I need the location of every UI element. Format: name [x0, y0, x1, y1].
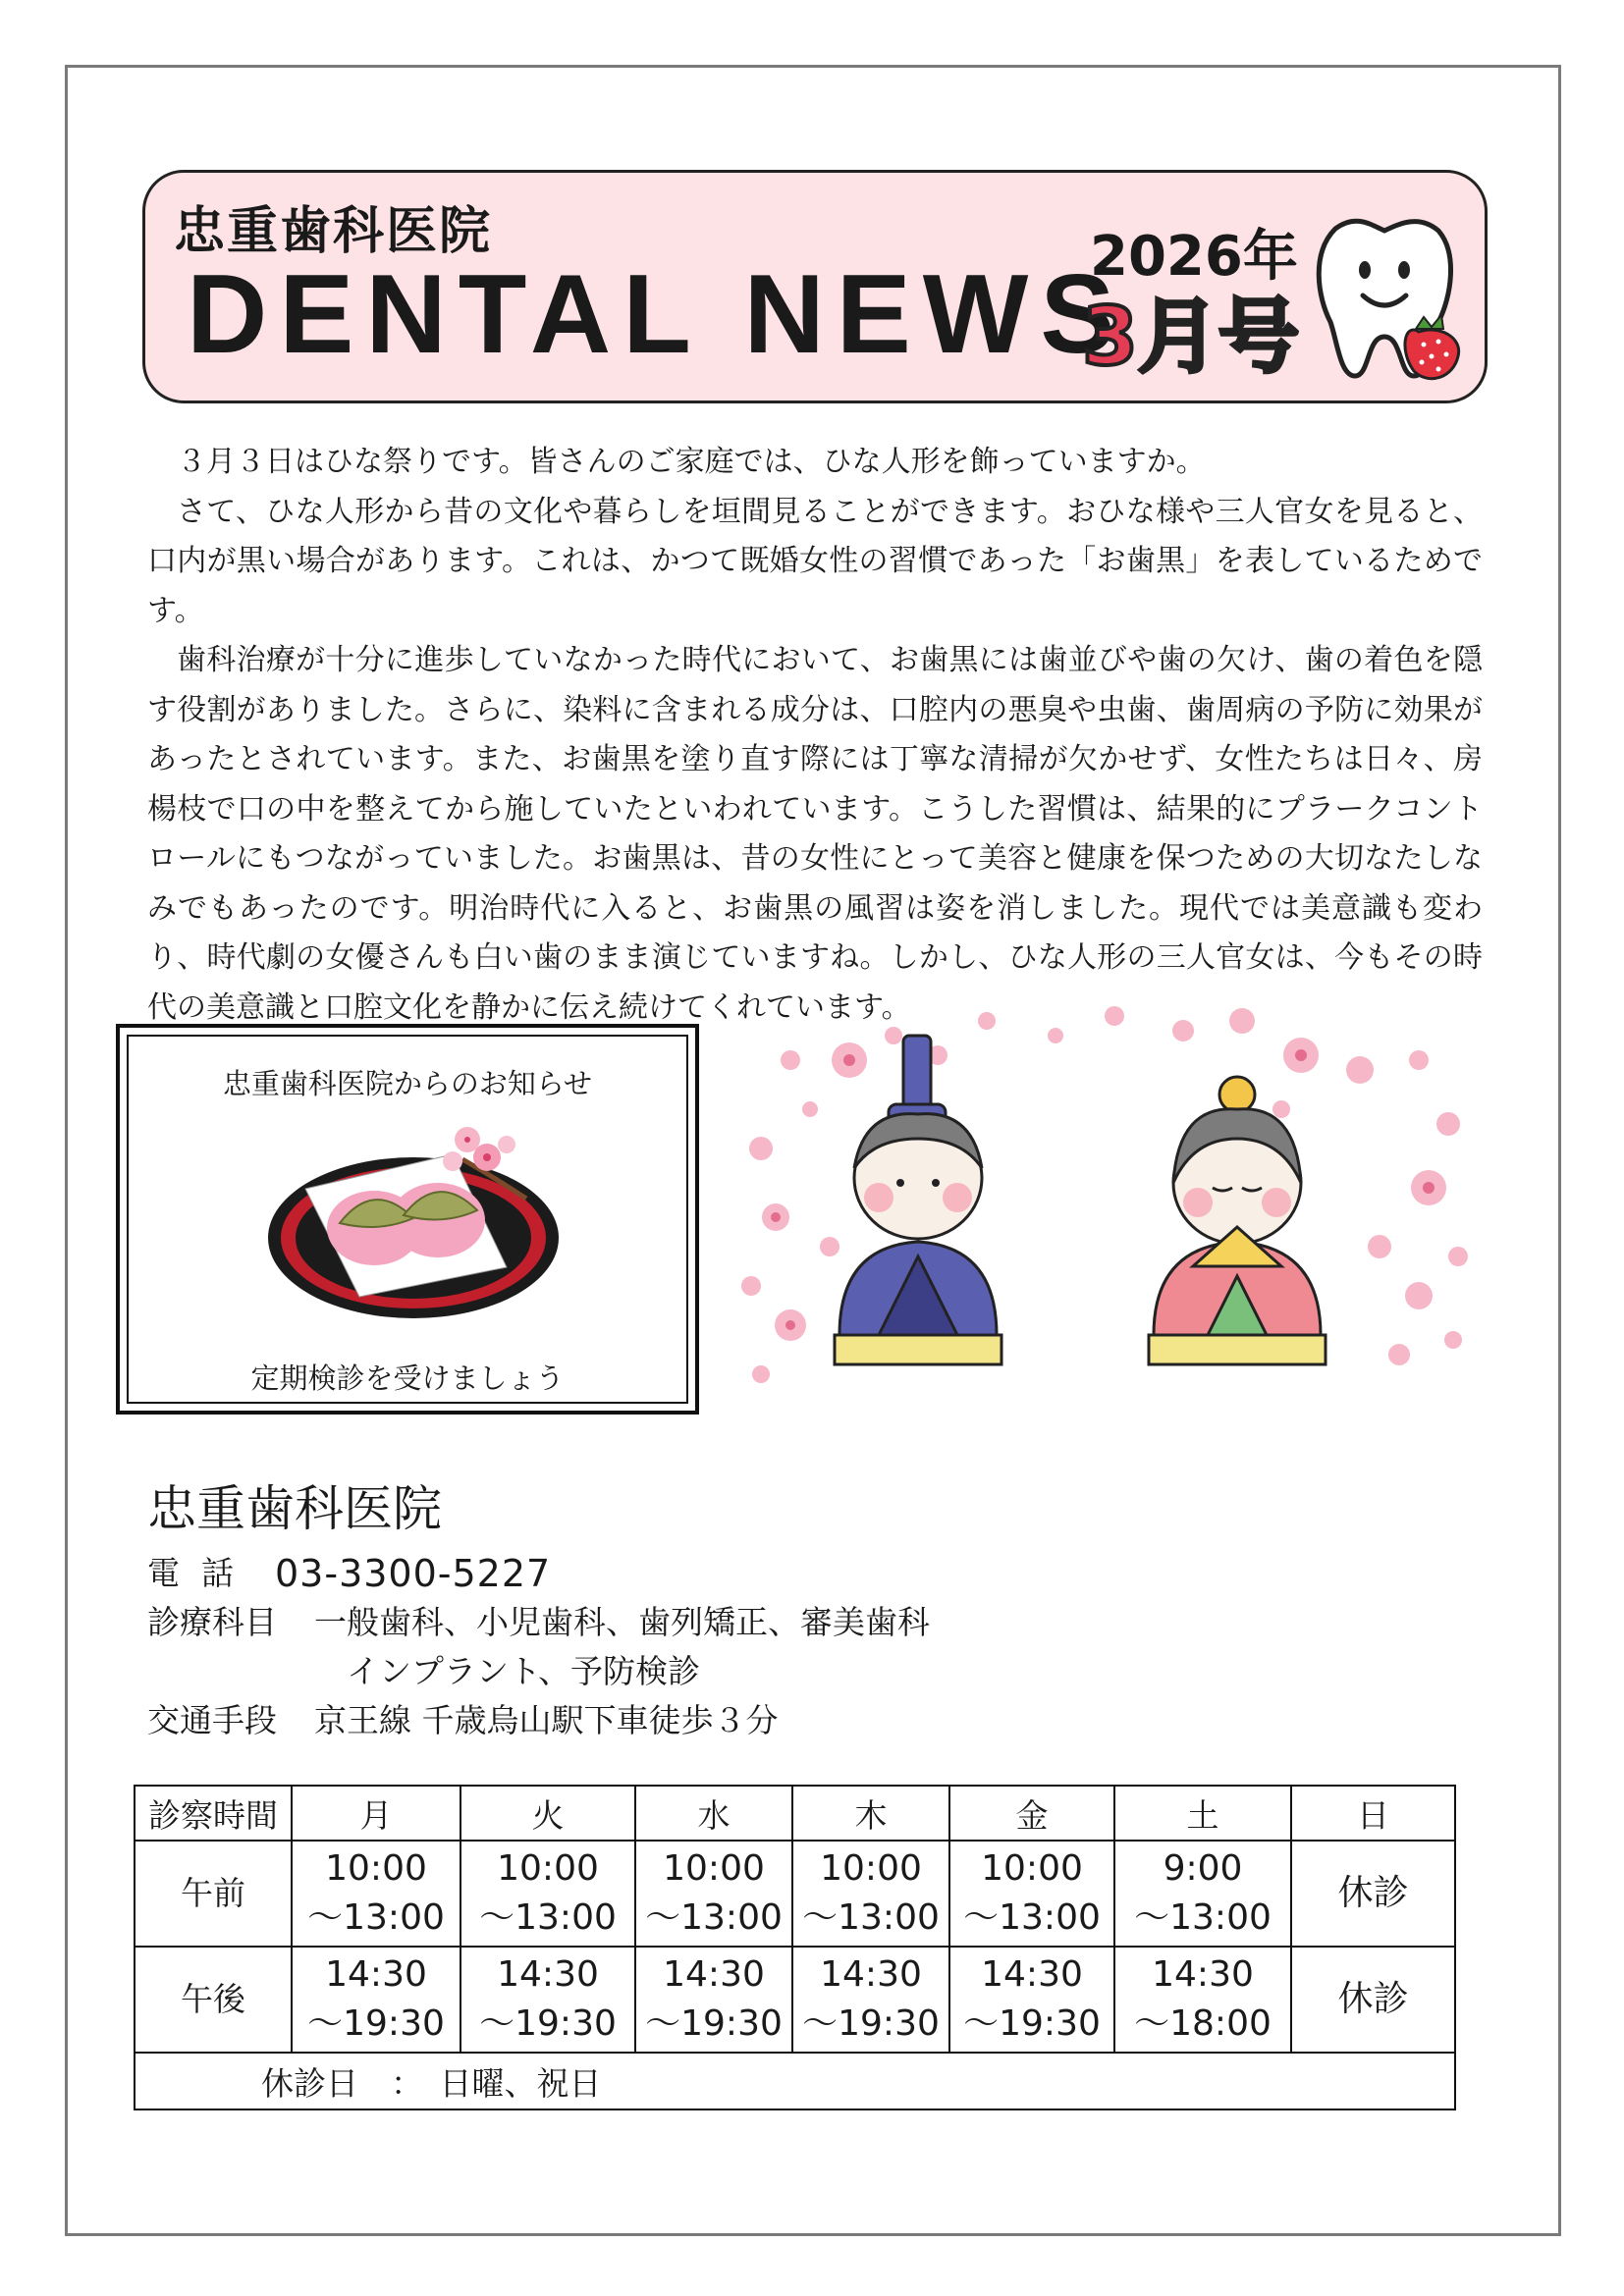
tooth-mascot-icon	[1306, 209, 1463, 391]
notice-inner-border	[127, 1035, 688, 1404]
departments-row-2	[147, 1647, 930, 1696]
holidays-note: 休診日 ： 日曜、祝日	[135, 2053, 1455, 2109]
hours-cell: 14:30 ～19:30	[792, 1947, 949, 2053]
hours-cell: 14:30 ～19:30	[635, 1947, 792, 2053]
hours-cell: 9:00 ～13:00	[1114, 1841, 1291, 1947]
article-paragraph: さて、ひな人形から昔の文化や暮らしを垣間見ることができます。おひな様や三人官女を見ると、口内が黒い場合があります。これは、かつて既婚女性の習慣であった「お歯黒」を表しているためです。	[147, 494, 1483, 628]
day-header: 金	[949, 1786, 1114, 1841]
newsletter-title: DENTAL NEWS	[187, 252, 1127, 377]
hours-header-label: 診察時間	[135, 1786, 292, 1841]
hours-cell: 14:30 ～18:00	[1114, 1947, 1291, 2053]
phone-label: 電話	[147, 1554, 255, 1592]
hours-cell: 10:00 ～13:00	[635, 1841, 792, 1947]
departments-row	[147, 1598, 930, 1647]
morning-label: 午前	[135, 1841, 292, 1947]
table-header-row	[135, 1786, 1455, 1841]
access-row	[147, 1696, 930, 1745]
clinic-info	[147, 1549, 930, 1745]
access-label: 交通手段	[147, 1701, 277, 1739]
issue-year: 2026年	[1090, 225, 1298, 289]
article-paragraph: 歯科治療が十分に進歩していなかった時代において、お歯黒には歯並びや歯の欠け、歯の着色を隠す役割がありました。さらに、染料に含まれる成分は、口腔内の悪臭や虫歯、歯周病の予防に効果があったとされています。また、お歯黒を塗り直す際には丁寧な清掃が欠かせず、女性たちは日々、房楊枝で口の中を整えてから施していたといわれています。こうした習慣は、結果的にプラークコントロールにもつながっていました。お歯黒は、昔の女性にとって美容と健康を保つための大切なたしなみでもあったのです。明治時代に入ると、お歯黒の風習は姿を消しました。現代では美意識も変わり、時代劇の女優さんも白い歯のまま演じていますね。しかし、ひな人形の三人官女は、今もその時代の美意識と口腔文化を静かに伝え続けてくれています。	[147, 643, 1483, 1025]
notice-box	[116, 1024, 699, 1415]
phone-row	[147, 1549, 930, 1598]
header-clinic-name: 忠重歯科医院	[174, 202, 493, 261]
day-header: 月	[292, 1786, 460, 1841]
departments-line2: インプラント、予防検診	[347, 1652, 701, 1690]
day-header: 火	[460, 1786, 635, 1841]
phone-number: 03-3300-5227	[275, 1552, 552, 1595]
table-row-holidays	[135, 2053, 1455, 2109]
hours-cell: 10:00 ～13:00	[792, 1841, 949, 1947]
hours-cell: 10:00 ～13:00	[460, 1841, 635, 1947]
closed-cell: 休診	[1291, 1841, 1455, 1947]
afternoon-label: 午後	[135, 1947, 292, 2053]
table-row-afternoon	[135, 1947, 1455, 2053]
hours-cell: 14:30 ～19:30	[460, 1947, 635, 2053]
article-body	[147, 438, 1483, 1033]
hours-cell: 10:00 ～13:00	[949, 1841, 1114, 1947]
table-row-morning	[135, 1841, 1455, 1947]
day-header: 木	[792, 1786, 949, 1841]
hours-cell: 10:00 ～13:00	[292, 1841, 460, 1947]
departments-line1: 一般歯科、小児歯科、歯列矯正、審美歯科	[314, 1603, 930, 1641]
hours-cell: 14:30 ～19:30	[292, 1947, 460, 2053]
issue-month: 3月号	[1082, 291, 1300, 384]
office-hours-table	[134, 1785, 1456, 2110]
hina-dolls-illustration	[731, 1001, 1488, 1423]
departments-label: 診療科目	[147, 1603, 277, 1641]
sakura-mochi-illustration	[266, 1110, 561, 1336]
closed-cell: 休診	[1291, 1947, 1455, 2053]
day-header: 土	[1114, 1786, 1291, 1841]
article-paragraph: ３月３日はひな祭りです。皆さんのご家庭では、ひな人形を飾っていますか。	[177, 445, 1206, 479]
hours-cell: 14:30 ～19:30	[949, 1947, 1114, 2053]
access-info: 京王線 千歳烏山駅下車徒歩３分	[314, 1701, 779, 1739]
day-header: 水	[635, 1786, 792, 1841]
notice-title: 忠重歯科医院からのお知らせ	[222, 1067, 593, 1100]
notice-message: 定期検診を受けましょう	[250, 1362, 565, 1395]
day-header: 日	[1291, 1786, 1455, 1841]
clinic-name: 忠重歯科医院	[147, 1480, 442, 1537]
